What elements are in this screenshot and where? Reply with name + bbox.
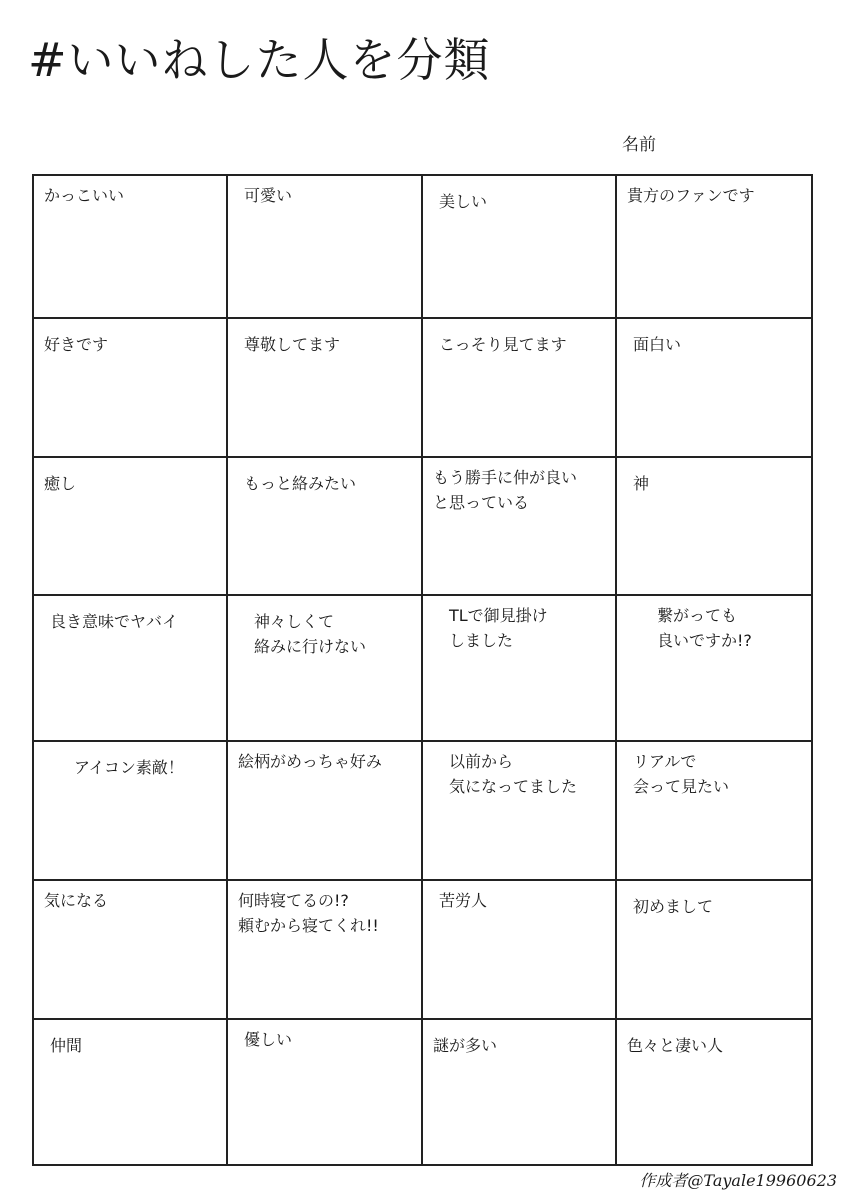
grid-cell-yabai: 良き意味でヤバイ [34,596,228,741]
grid-cell-kougoushii: 神々しくて 絡みに行けない [228,596,423,741]
grid-cell-kossori: こっそり見てます [423,319,617,457]
grid-cell-kininaru: 気になる [34,881,228,1019]
grid-cell-kami: 神 [617,458,811,596]
grid-cell-omoshiroi: 面白い [617,319,811,457]
grid-cell-suki: 好きです [34,319,228,457]
grid-cell-neteru: 何時寝てるの!? 頼むから寝てくれ!! [228,881,423,1019]
grid-cell-kurounin: 苦労人 [423,881,617,1019]
name-field-label: 名前 [622,135,656,155]
grid-cell-kakkoii: かっこいい [34,176,228,319]
grid-cell-nazo: 謎が多い [423,1020,617,1164]
grid-cell-kawaii: 可愛い [228,176,423,319]
grid-cell-real: リアルで 会って見たい [617,742,811,881]
grid-cell-icon: アイコン素敵！ [34,742,228,881]
grid-cell-tsunagatte: 繋がっても 良いですか!? [617,596,811,741]
grid-cell-nakagayoi: もう勝手に仲が良い と思っている [423,458,617,596]
grid-cell-yasashii: 優しい [228,1020,423,1164]
grid-cell-sonkei: 尊敬してます [228,319,423,457]
grid-cell-tl: TLで御見掛け しました [423,596,617,741]
author-credit: 作成者@Tayale19960623 [639,1171,837,1190]
grid-cell-nakama: 仲間 [34,1020,228,1164]
grid-cell-utsukushii: 美しい [423,176,617,319]
page-title: #いいねした人を分類 [28,33,491,87]
category-grid [32,174,813,1166]
grid-cell-hajimemashite: 初めまして [617,881,811,1019]
grid-cell-fan: 貴方のファンです [617,176,811,319]
grid-cell-iroiro: 色々と凄い人 [626,1035,723,1055]
grid-cell-iyashi: 癒し [34,458,228,596]
grid-cell-karamitai: もっと絡みたい [228,458,423,596]
grid-cell-egara: 絵柄がめっちゃ好み [228,742,423,881]
grid-cell-izen: 以前から 気になってました [423,742,617,881]
